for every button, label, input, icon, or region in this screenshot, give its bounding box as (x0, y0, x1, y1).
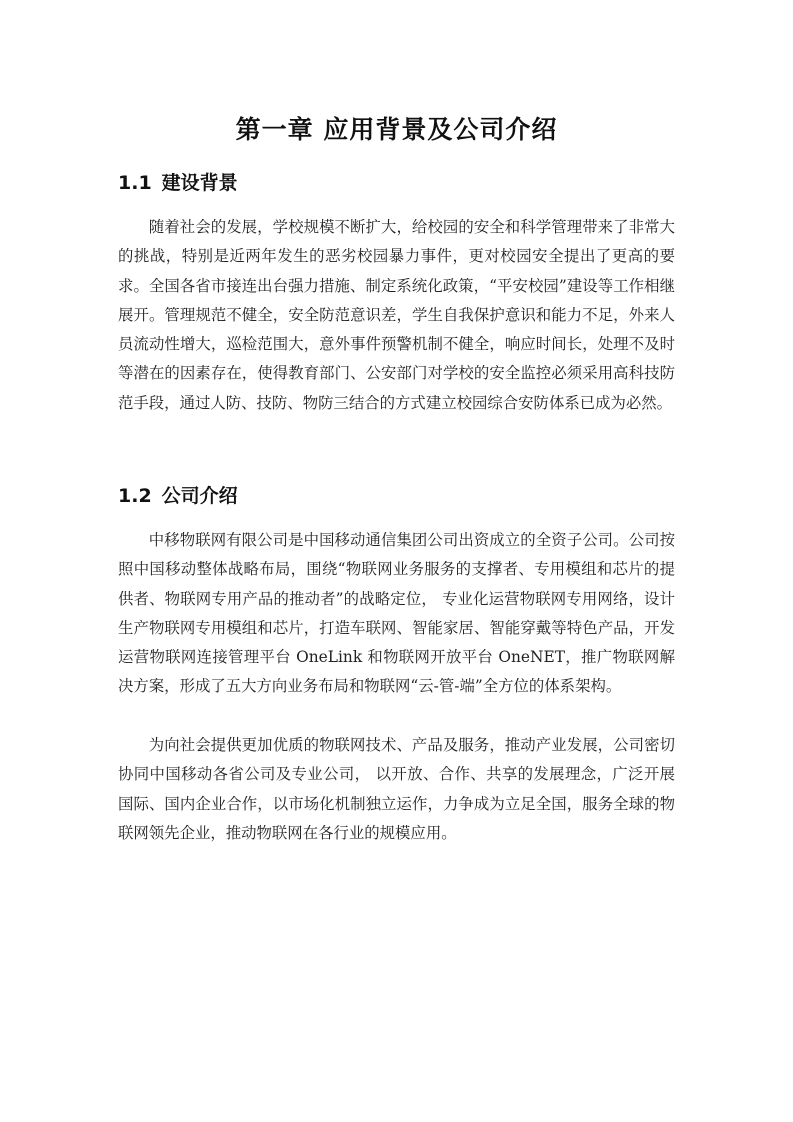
section-number: 1.1 (118, 172, 152, 194)
paragraph-company-intro: 中移物联网有限公司是中国移动通信集团公司出资成立的全资子公司。公司按照中国移动整体战略布局，围绕“物联网业务服务的支撑者、专用模组和芯片的提供者、物联网专用产品的推动者”的战略定位， 专业化运营物联网专用网络，设计生产物联网专用模组和芯片，打造车联网、智能家居、智能穿戴等特色产品，开发运营物联网连接管理平台 OneLink 和物联网开放平台 OneNET，推广物联网解决方案，形成了五大方向业务布局和物联网“云-管-端”全方位的体系架构。 (118, 531, 675, 696)
section-title: 建设背景 (161, 172, 238, 194)
section-heading-1-1 (118, 168, 238, 195)
paragraph-background: 随着社会的发展，学校规模不断扩大，给校园的安全和科学管理带来了非常大的挑战，特别是近两年发生的恶劣校园暴力事件，更对校园安全提出了更高的要求。全国各省市接连出台强力措施、制定系统化政策，“平安校园”建设等工作相继展开。管理规范不健全，安全防范意识差，学生自我保护意识和能力不足，外来人员流动性增大，巡检范围大，意外事件预警机制不健全，响应时间长，处理不及时等潜在的因素存在，使得教育部门、公安部门对学校的安全监控必须采用高科技防范手段，通过人防、技防、物防三结合的方式建立校园综合安防体系已成为必然。 (118, 218, 675, 412)
section-number: 1.2 (118, 485, 152, 507)
chapter-title: 第一章 应用背景及公司介绍 (235, 115, 558, 144)
paragraph-company-mission: 为向社会提供更加优质的物联网技术、产品及服务，推动产业发展，公司密切协同中国移动各省公司及专业公司， 以开放、合作、共享的发展理念，广泛开展国际、国内企业合作，以市场化机制独立运作，力争成为立足全国，服务全球的物联网领先企业，推动物联网在各行业的规模应用。 (118, 736, 675, 842)
section-title: 公司介绍 (161, 485, 238, 507)
section-heading-1-2 (118, 481, 238, 508)
